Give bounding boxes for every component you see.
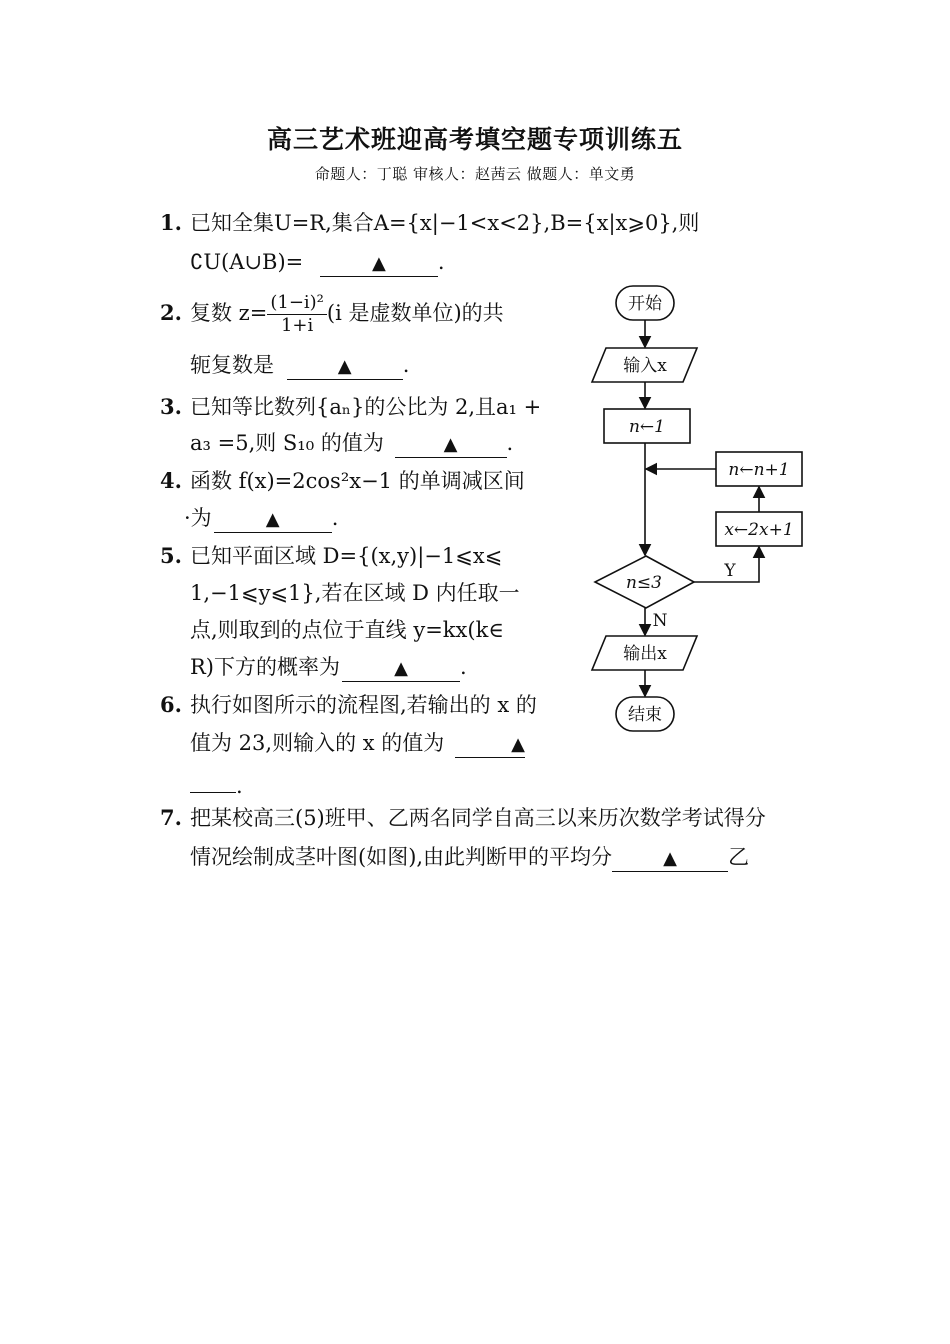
question-2 bbox=[160, 292, 504, 337]
answer-blank[interactable] bbox=[342, 657, 460, 682]
blank-marker-icon: ▲ bbox=[663, 848, 677, 869]
question-text: 已知全集U=R,集合A={x|−1<x<2},B={x|x⩾0},则 bbox=[190, 211, 700, 235]
question-text: ∁U(A∪B)= bbox=[190, 250, 304, 274]
question-5 bbox=[160, 541, 502, 571]
question-7-line2 bbox=[190, 842, 749, 872]
question-6-line3: . bbox=[190, 768, 243, 801]
question-text: 已知等比数列{aₙ}的公比为 2,且a₁ + bbox=[190, 395, 542, 419]
question-text: (i 是虚数单位)的共 bbox=[326, 301, 504, 325]
question-number: 3. bbox=[160, 394, 182, 419]
question-3 bbox=[160, 392, 541, 422]
flowchart-input-label: 输入x bbox=[623, 356, 667, 376]
question-6-line2 bbox=[190, 728, 525, 758]
question-text: 已知平面区域 D={(x,y)|−1⩽x⩽ bbox=[190, 544, 503, 568]
question-number: 7. bbox=[160, 805, 182, 830]
answer-blank[interactable] bbox=[320, 252, 438, 277]
question-2-line2: 轭复数是 ▲ . bbox=[190, 350, 409, 380]
question-text: ·为 bbox=[184, 506, 212, 530]
question-text: 乙 bbox=[728, 845, 750, 869]
question-number: 5. bbox=[160, 543, 182, 568]
question-5-line3 bbox=[190, 615, 504, 645]
question-4-line2: ·为 ▲ . bbox=[184, 503, 338, 533]
blank-marker-icon: ▲ bbox=[265, 509, 280, 530]
question-number: 2. bbox=[160, 300, 182, 325]
answer-blank[interactable] bbox=[455, 733, 525, 758]
question-text: 轭复数是 bbox=[190, 353, 274, 377]
answer-blank[interactable] bbox=[214, 508, 332, 533]
flowchart-start-label: 开始 bbox=[628, 294, 662, 314]
question-text: 函数 f(x)=2cos²x−1 的单调减区间 bbox=[190, 469, 525, 493]
flowchart-no-label: N bbox=[652, 611, 668, 631]
question-3-line2: a₃ =5,则 S₁₀ 的值为 ▲ . bbox=[190, 428, 513, 458]
question-text: 值为 23,则输入的 x 的值为 bbox=[190, 731, 445, 755]
authors-line: 命题人：丁聪 审核人：赵茜云 做题人：单文勇 bbox=[314, 165, 636, 183]
page-title: 高三艺术班迎高考填空题专项训练五 bbox=[266, 125, 683, 154]
blank-marker-icon: ▲ bbox=[372, 253, 386, 274]
question-text: 点,则取到的点位于直线 y=kx(k∈ bbox=[190, 618, 504, 642]
flowchart-output-label: 输出x bbox=[623, 644, 667, 664]
flowchart-init-label: n←1 bbox=[628, 417, 666, 437]
question-text: 执行如图所示的流程图,若输出的 x 的 bbox=[190, 693, 537, 717]
question-number: 1. bbox=[160, 210, 182, 235]
flowchart-update-label: x←2x+1 bbox=[724, 520, 794, 540]
question-4 bbox=[160, 466, 525, 496]
question-1-line2: ∁U(A∪B)= ▲ . bbox=[190, 247, 445, 277]
question-7 bbox=[160, 803, 766, 833]
question-text: 情况绘制成茎叶图(如图),由此判断甲的平均分 bbox=[190, 845, 613, 869]
question-number: 4. bbox=[160, 468, 182, 493]
flowchart-increment-label: n←n+1 bbox=[728, 460, 790, 480]
question-number: 6. bbox=[160, 692, 182, 717]
fraction-denominator: 1+i bbox=[280, 315, 314, 336]
answer-blank[interactable] bbox=[612, 847, 728, 872]
blank-marker-icon: ▲ bbox=[337, 356, 352, 377]
question-text: a₃ =5,则 S₁₀ 的值为 bbox=[190, 431, 384, 455]
flowchart bbox=[580, 278, 820, 758]
question-text: 1,−1⩽y⩽1},若在区域 D 内任取一 bbox=[190, 581, 520, 605]
answer-blank[interactable] bbox=[395, 433, 507, 458]
answer-blank[interactable] bbox=[287, 355, 403, 380]
blank-marker-icon: ▲ bbox=[511, 734, 525, 755]
flowchart-condition-label: n≤3 bbox=[625, 573, 663, 593]
answer-blank-continued[interactable] bbox=[190, 768, 236, 793]
question-5-line2 bbox=[190, 578, 520, 608]
question-6 bbox=[160, 690, 537, 720]
flowchart-end-label: 结束 bbox=[628, 705, 662, 725]
question-text: R)下方的概率为 bbox=[190, 655, 341, 679]
question-text: 复数 z= bbox=[190, 301, 268, 325]
blank-marker-icon: ▲ bbox=[443, 434, 458, 455]
question-5-line4: R)下方的概率为 ▲ . bbox=[190, 652, 467, 682]
question-text: 把某校高三(5)班甲、乙两名同学自高三以来历次数学考试得分 bbox=[190, 806, 766, 830]
fraction bbox=[267, 292, 327, 337]
flowchart-yes-label: Y bbox=[724, 561, 736, 581]
question-1 bbox=[160, 208, 699, 238]
blank-marker-icon: ▲ bbox=[394, 658, 408, 679]
fraction-numerator: (1−i)² bbox=[267, 292, 327, 315]
